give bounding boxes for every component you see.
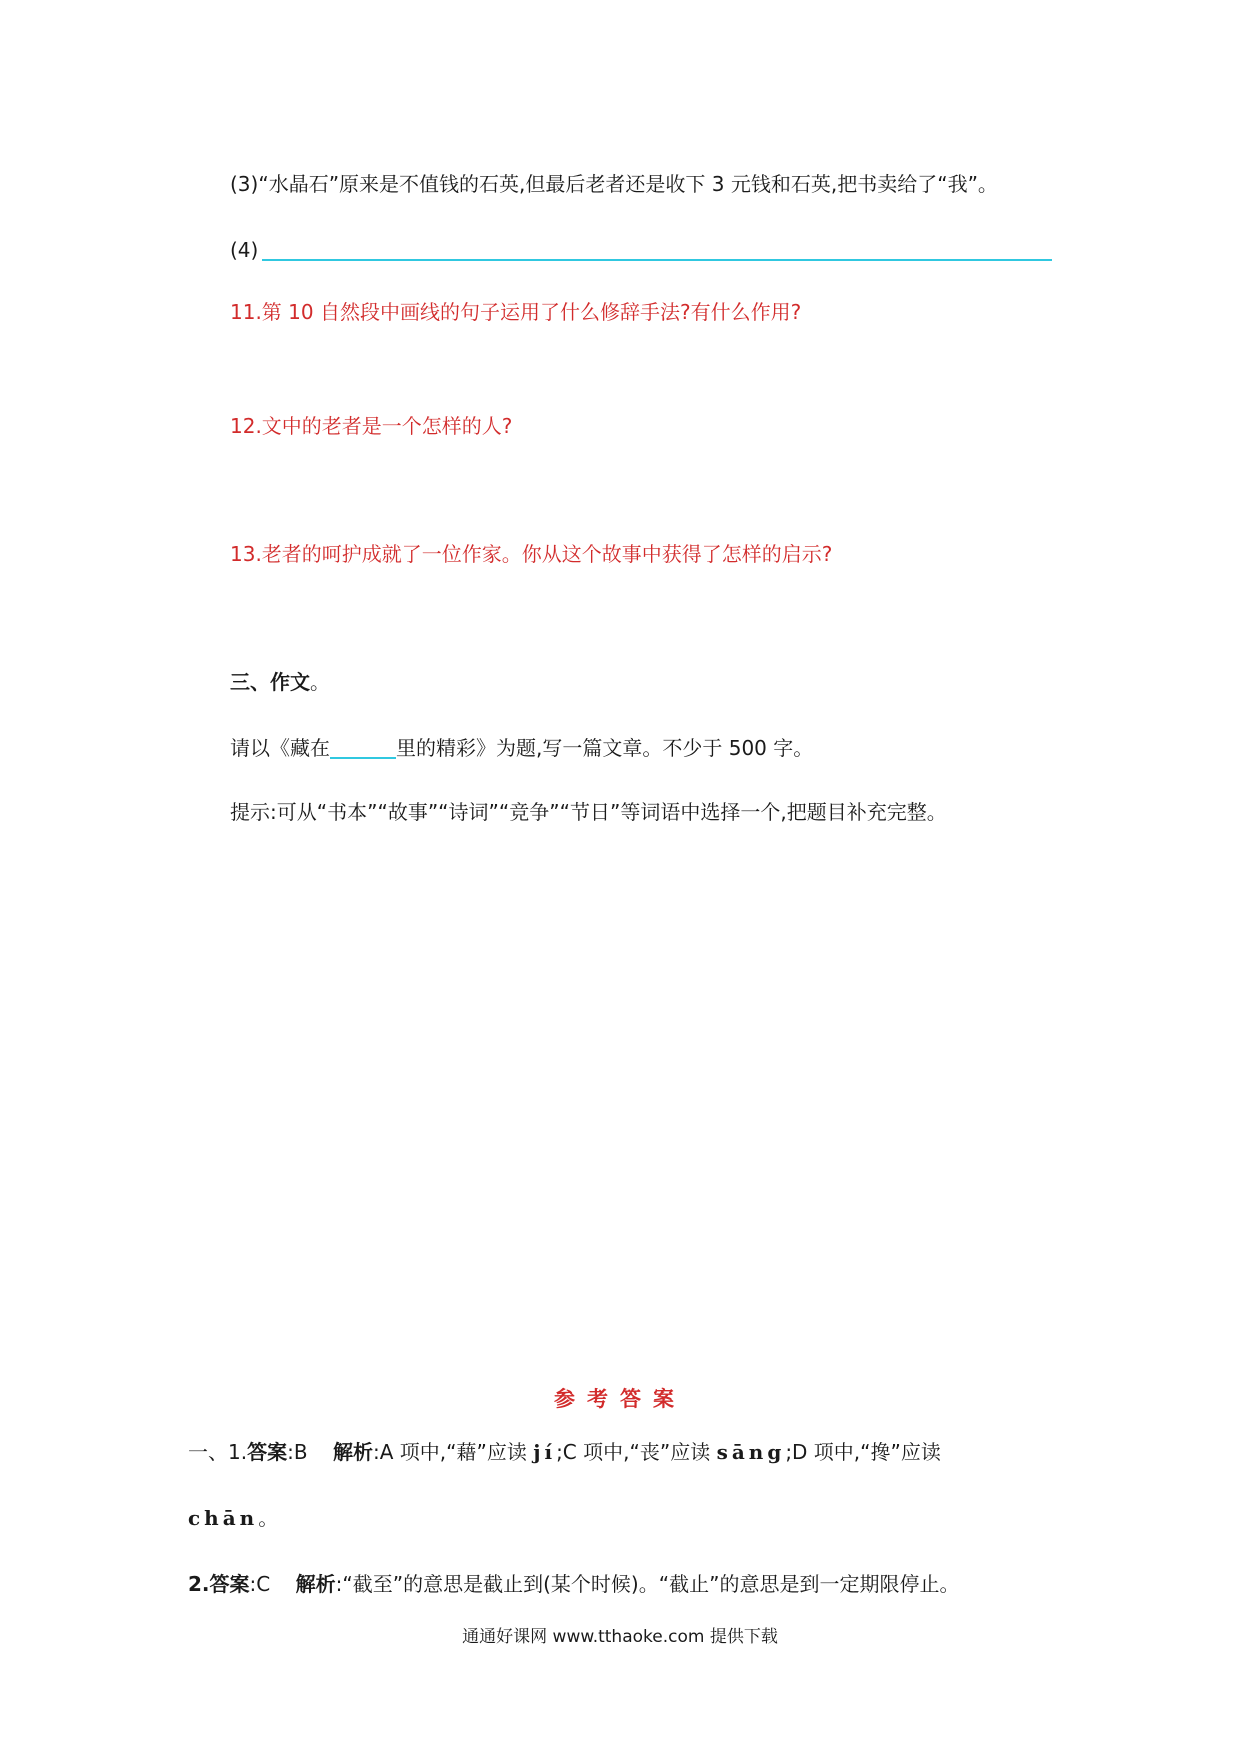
answer-1-pinyin-2: sāng: [716, 1440, 786, 1464]
answer-1-label: 答案: [247, 1440, 288, 1464]
essay-prompt-after: 里的精彩》为题,写一篇文章。不少于 500 字。: [396, 736, 814, 760]
q10-item-3: (3)“水晶石”原来是不值钱的石英,但最后老者还是收下 3 元钱和石英,把书卖给了“我”。: [230, 172, 998, 196]
answer-1: [188, 1438, 941, 1466]
answer-1-prefix: 一、1.: [188, 1440, 248, 1464]
answer-1-text-3: ;D 项中,“搀”应读: [785, 1440, 941, 1464]
answer-1-pinyin-3: chān: [188, 1506, 259, 1530]
answer-1-pinyin-1: jí: [533, 1440, 557, 1464]
q10-item-4-label: (4): [230, 238, 259, 262]
answer-2-prefix: 2.: [188, 1572, 210, 1596]
section-3-heading: [230, 668, 330, 696]
answer-1-text-1: :A 项中,“藉”应读: [373, 1440, 527, 1464]
section-3-heading-tail: 。: [310, 670, 330, 694]
answer-2-value: :C: [249, 1572, 271, 1596]
answer-1-analysis-label: 解析: [333, 1440, 373, 1464]
essay-title-blank[interactable]: [330, 737, 396, 759]
answer-2: [188, 1570, 959, 1598]
answer-1-tail: 。: [258, 1506, 279, 1530]
q10-item-4-answer-line[interactable]: [262, 259, 1052, 261]
question-13: 13.老者的呵护成就了一位作家。你从这个故事中获得了怎样的启示?: [230, 542, 833, 566]
essay-prompt-before: 请以《藏在: [230, 736, 330, 760]
answer-1-value: :B: [287, 1440, 308, 1464]
answer-2-text: :“截至”的意思是截止到(某个时候)。“截止”的意思是到一定期限停止。: [335, 1572, 960, 1596]
essay-hint: 提示:可从“书本”“故事”“诗词”“竞争”“节日”等词语中选择一个,把题目补充完整。: [230, 800, 947, 824]
answer-1-text-2: ;C 项中,“丧”应读: [556, 1440, 711, 1464]
page-footer: 通通好课网 www.tthaoke.com 提供下载: [462, 1627, 778, 1647]
answer-2-label: 答案: [209, 1572, 250, 1596]
question-12: 12.文中的老者是一个怎样的人?: [230, 414, 513, 438]
question-11: 11.第 10 自然段中画线的句子运用了什么修辞手法?有什么作用?: [230, 300, 802, 324]
answers-title: 参考答案: [554, 1387, 686, 1411]
answer-2-analysis-label: 解析: [295, 1572, 336, 1596]
essay-prompt: [230, 734, 813, 762]
section-3-heading-bold: 三、作文: [230, 670, 310, 694]
answer-1-continued: [188, 1504, 278, 1532]
